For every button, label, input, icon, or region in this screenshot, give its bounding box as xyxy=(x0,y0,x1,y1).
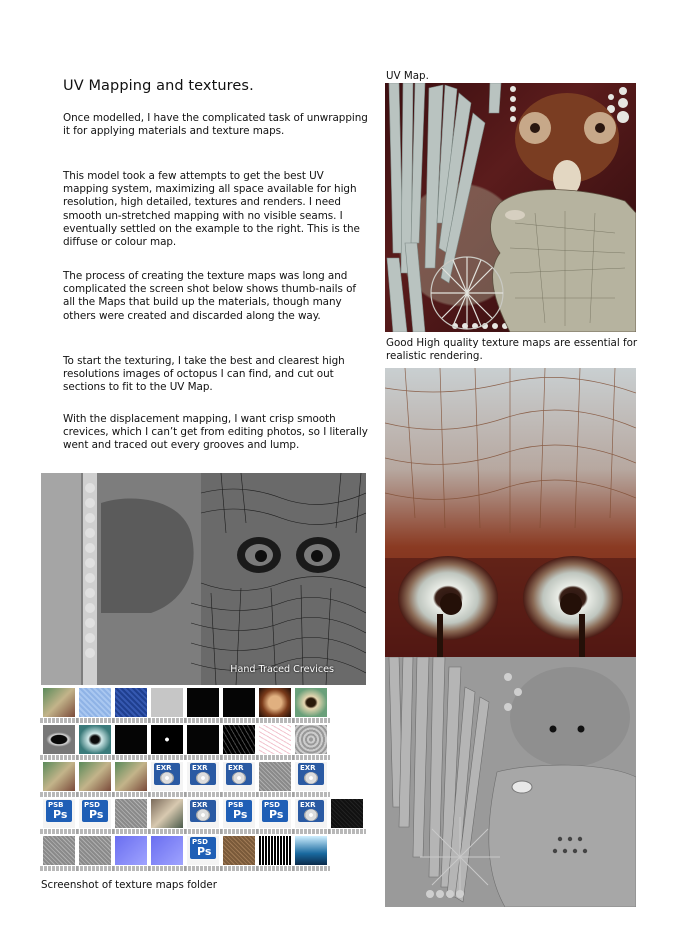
thumbnail-image xyxy=(187,688,219,717)
texture-thumbnail[interactable] xyxy=(151,799,183,835)
texture-thumbnail[interactable] xyxy=(115,836,147,872)
exr-file-icon: EXR xyxy=(190,763,216,785)
texture-thumbnail[interactable] xyxy=(187,725,219,761)
thumbnail-filename xyxy=(148,718,186,723)
thumbnail-filename xyxy=(184,755,222,760)
thumbnail-image xyxy=(259,725,291,754)
thumbnail-filename xyxy=(40,718,78,723)
thumbnail-filename xyxy=(40,866,78,871)
thumbnail-filename xyxy=(328,829,366,834)
uv-map-caption: UV Map. xyxy=(386,70,429,82)
texture-thumbnail[interactable] xyxy=(223,762,255,798)
exr-file-icon: EXR xyxy=(226,763,252,785)
thumbnail-image xyxy=(187,799,219,828)
texture-thumbnail[interactable] xyxy=(187,799,219,835)
thumbnail-image xyxy=(187,725,219,754)
texture-thumbnail[interactable] xyxy=(115,688,147,724)
thumbnail-filename xyxy=(112,718,150,723)
thumbnail-image xyxy=(331,799,363,828)
exr-file-icon: EXR xyxy=(298,800,324,822)
texture-thumbnail[interactable] xyxy=(187,836,219,872)
thumbnail-image xyxy=(223,725,255,754)
thumbnail-filename xyxy=(256,866,294,871)
thumbnail-image xyxy=(79,725,111,754)
texture-thumbnail[interactable] xyxy=(79,836,111,872)
thumbnail-image xyxy=(43,725,75,754)
thumbnail-image xyxy=(79,799,111,828)
paragraph-process: The process of creating the texture maps was long and complicated the screen shot below shows thumb-nails of all the Maps that build up the materials, though many others were created and discarded along the way. xyxy=(63,270,357,322)
texture-thumbnail[interactable] xyxy=(151,762,183,798)
thumbnail-filename xyxy=(256,755,294,760)
thumbnail-filename xyxy=(292,866,330,871)
thumbnail-filename xyxy=(220,829,258,834)
texture-thumbnail[interactable] xyxy=(43,725,75,761)
thumbnail-image xyxy=(43,762,75,791)
thumbnail-image xyxy=(151,762,183,791)
thumbnail-image xyxy=(115,762,147,791)
thumbnail-image xyxy=(151,725,183,754)
thumbnail-filename xyxy=(292,755,330,760)
thumbnail-filename xyxy=(148,829,186,834)
texture-thumbnail[interactable] xyxy=(187,762,219,798)
thumbnail-filename xyxy=(220,792,258,797)
thumbnail-image xyxy=(259,762,291,791)
texture-thumbnail[interactable] xyxy=(223,836,255,872)
thumbnail-filename xyxy=(292,718,330,723)
texture-thumbnails-grid xyxy=(41,688,366,876)
texture-thumbnail[interactable] xyxy=(43,836,75,872)
texture-folder-caption: Screenshot of texture maps folder xyxy=(41,879,217,891)
thumbnail-image xyxy=(223,799,255,828)
psb-file-icon: PSB Ps xyxy=(226,800,252,822)
thumbnail-filename xyxy=(148,792,186,797)
texture-thumbnail[interactable] xyxy=(79,725,111,761)
thumbnail-filename xyxy=(76,792,114,797)
texture-thumbnail[interactable] xyxy=(43,799,75,835)
thumbnail-image xyxy=(79,688,111,717)
thumbnail-image xyxy=(295,725,327,754)
thumbnail-filename xyxy=(76,829,114,834)
texture-thumbnail[interactable] xyxy=(295,836,327,872)
thumbnail-image xyxy=(43,688,75,717)
thumbnail-filename xyxy=(40,755,78,760)
thumbnail-filename xyxy=(256,792,294,797)
thumbnail-filename xyxy=(112,755,150,760)
thumbnail-filename xyxy=(292,829,330,834)
exr-file-icon: EXR xyxy=(298,763,324,785)
exr-file-icon: EXR xyxy=(190,800,216,822)
texture-thumbnail[interactable] xyxy=(223,688,255,724)
thumbnail-filename xyxy=(220,866,258,871)
texture-thumbnail[interactable] xyxy=(259,688,291,724)
texture-thumbnail[interactable] xyxy=(223,725,255,761)
thumbnail-image xyxy=(151,799,183,828)
thumbnail-image xyxy=(223,836,255,865)
thumbnail-image xyxy=(295,799,327,828)
texture-thumbnail[interactable] xyxy=(259,799,291,835)
thumbnail-image xyxy=(295,688,327,717)
texture-thumbnail[interactable] xyxy=(79,762,111,798)
texture-thumbnail[interactable] xyxy=(43,762,75,798)
thumbnail-image xyxy=(151,688,183,717)
thumbnail-image xyxy=(223,688,255,717)
texture-thumbnail[interactable] xyxy=(187,688,219,724)
texture-thumbnail[interactable] xyxy=(295,688,327,724)
thumbnail-filename xyxy=(76,755,114,760)
texture-thumbnail[interactable] xyxy=(79,799,111,835)
thumbnail-image xyxy=(151,836,183,865)
quality-caption: Good High quality texture maps are essential for realistic rendering. xyxy=(386,337,638,362)
thumbnail-filename xyxy=(184,866,222,871)
thumbnail-filename xyxy=(220,755,258,760)
thumbnail-filename xyxy=(256,829,294,834)
thumbnail-image xyxy=(79,836,111,865)
texture-thumbnail[interactable] xyxy=(259,762,291,798)
thumbnail-image xyxy=(115,688,147,717)
thumbnail-filename xyxy=(40,829,78,834)
texture-thumbnail[interactable] xyxy=(151,836,183,872)
uv-map-image xyxy=(385,83,636,332)
texture-thumbnail[interactable] xyxy=(115,725,147,761)
texture-thumbnail[interactable] xyxy=(43,688,75,724)
texture-thumbnail[interactable] xyxy=(295,799,327,835)
thumbnail-image xyxy=(115,799,147,828)
paragraph-texturing: To start the texturing, I take the best and clearest high resolutions images of octopus I can find, and cut out sections to fit to the UV Map. xyxy=(63,355,345,394)
texture-thumbnail[interactable] xyxy=(331,799,363,835)
displacement-map-image xyxy=(385,657,636,907)
exr-file-icon: EXR xyxy=(154,763,180,785)
thumbnail-filename xyxy=(148,755,186,760)
thumbnail-image xyxy=(79,762,111,791)
texture-thumbnail[interactable] xyxy=(295,725,327,761)
thumbnail-image xyxy=(187,836,219,865)
texture-thumbnail[interactable] xyxy=(295,762,327,798)
psd-file-icon: PSD Ps xyxy=(262,800,288,822)
thumbnail-image xyxy=(259,688,291,717)
thumbnail-filename xyxy=(112,829,150,834)
thumbnail-image xyxy=(295,836,327,865)
psd-file-icon: PSD Ps xyxy=(190,837,216,859)
texture-thumbnail[interactable] xyxy=(151,688,183,724)
psb-file-icon: PSB Ps xyxy=(46,800,72,822)
thumbnail-filename xyxy=(76,718,114,723)
texture-thumbnail[interactable] xyxy=(259,725,291,761)
psd-file-icon: PSD Ps xyxy=(82,800,108,822)
thumbnail-filename xyxy=(148,866,186,871)
texture-thumbnail[interactable] xyxy=(151,725,183,761)
thumbnail-image xyxy=(187,762,219,791)
thumbnail-image xyxy=(259,836,291,865)
thumbnail-filename xyxy=(76,866,114,871)
hand-traced-crevices-image xyxy=(41,473,366,685)
thumbnail-image xyxy=(223,762,255,791)
page-title: UV Mapping and textures. xyxy=(63,78,254,94)
texture-thumbnail[interactable] xyxy=(259,836,291,872)
paragraph-intro: Once modelled, I have the complicated task of unwrapping it for applying materials and texture maps. xyxy=(63,112,368,138)
thumbnail-image xyxy=(43,836,75,865)
texture-thumbnail[interactable] xyxy=(79,688,111,724)
thumbnail-image xyxy=(115,725,147,754)
thumbnail-filename xyxy=(112,792,150,797)
thumbnail-filename xyxy=(184,829,222,834)
thumbnail-filename xyxy=(292,792,330,797)
thumbnail-filename xyxy=(184,792,222,797)
thumbnail-filename xyxy=(112,866,150,871)
thumbnail-filename xyxy=(40,792,78,797)
paragraph-uv-system: This model took a few attempts to get the best UV mapping system, maximizing all space available for high resolution, high detailed, textures and renders. I need smooth un-stretched mapping with no visible seams. I eventually settled on the example to the right. This is the diffuse or colour map. xyxy=(63,170,360,249)
diffuse-map-image xyxy=(385,368,636,657)
texture-thumbnail[interactable] xyxy=(115,762,147,798)
thumbnail-image xyxy=(295,762,327,791)
texture-thumbnail[interactable] xyxy=(115,799,147,835)
thumbnail-filename xyxy=(184,718,222,723)
hand-traced-label: Hand Traced Crevices xyxy=(230,664,334,675)
thumbnail-image xyxy=(115,836,147,865)
thumbnail-image xyxy=(43,799,75,828)
thumbnail-image xyxy=(259,799,291,828)
paragraph-displacement: With the displacement mapping, I want crisp smooth crevices, which I can’t get from editing photos, so I literally went and traced out every grooves and lump. xyxy=(63,413,368,452)
thumbnail-filename xyxy=(256,718,294,723)
thumbnail-filename xyxy=(220,718,258,723)
texture-thumbnail[interactable] xyxy=(223,799,255,835)
